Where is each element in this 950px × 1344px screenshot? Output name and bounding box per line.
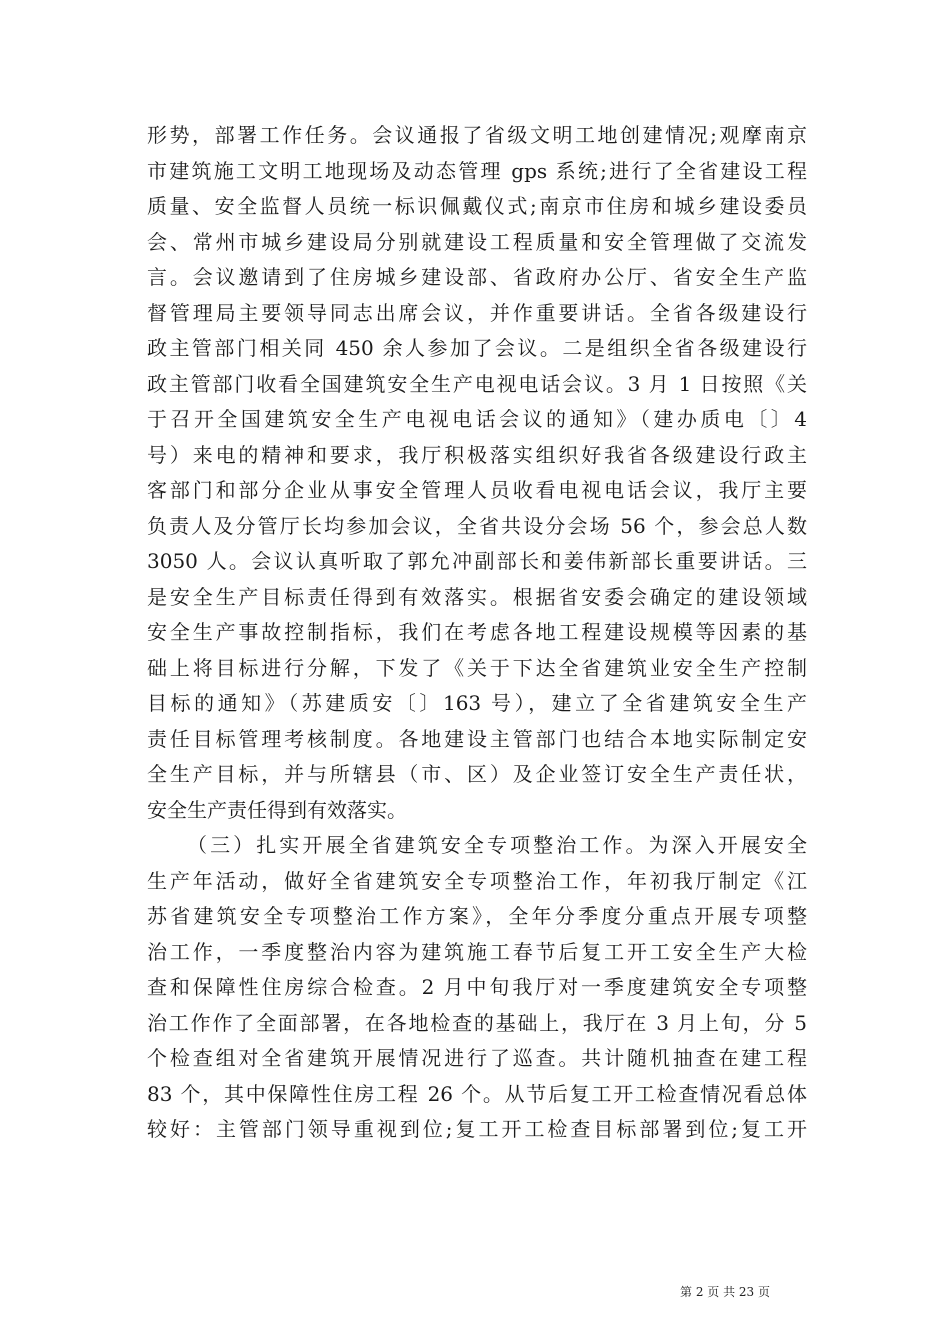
text-line: 础上将目标进行分解，下发了《关于下达全省建筑业安全生产控制 — [147, 655, 807, 680]
text-line: 苏省建筑安全专项整治工作方案》，全年分季度分重点开展专项整 — [147, 904, 807, 928]
page-footer — [0, 1283, 950, 1300]
text-line: 治工作，一季度整治内容为建筑施工春节后复工开工安全生产大检 — [147, 939, 807, 964]
section-heading-line: （三）扎实开展全省建筑安全专项整治工作。为深入开展安全 — [187, 833, 807, 857]
text-line: 质量、安全监督人员统一标识佩戴仪式;南京市住房和城乡建设委员 — [147, 194, 807, 218]
text-line: 全生产目标，并与所辖县（市、区）及企业签订安全生产责任状， — [147, 762, 807, 786]
text-line: 号）来电的精神和要求，我厅积极落实组织好我省各级建设行政主 — [147, 442, 807, 467]
text-line: 客部门和部分企业从事安全管理人员收看电视电话会议，我厅主要 — [147, 478, 807, 502]
text-line: 政主管部门收看全国建筑安全生产电视电话会议。3 月 1 日按照《关 — [147, 371, 807, 396]
text-line: 言。会议邀请到了住房城乡建设部、省政府办公厅、省安全生产监 — [147, 265, 807, 289]
text-line: 政主管部门相关同 450 余人参加了会议。二是组织全省各级建设行 — [147, 336, 807, 360]
text-line: 责任目标管理考核制度。各地建设主管部门也结合本地实际制定安 — [147, 726, 807, 751]
text-line: 目标的通知》（苏建质安〔〕163 号），建立了全省建筑安全生产 — [147, 691, 807, 715]
text-line: 治工作作了全面部署，在各地检查的基础上，我厅在 3 月上旬，分 5 — [147, 1010, 807, 1035]
text-line: 会、常州市城乡建设局分别就建设工程质量和安全管理做了交流发 — [147, 229, 807, 254]
text-line: 个检查组对全省建筑开展情况进行了巡查。共计随机抽查在建工程 — [147, 1046, 807, 1070]
paragraph-end-line: 安全生产责任得到有效落实。 — [147, 797, 407, 822]
text-line: 督管理局主要领导同志出席会议，并作重要讲话。全省各级建设行 — [147, 300, 807, 325]
text-line: 83 个，其中保障性住房工程 26 个。从节后复工开工检查情况看总体 — [147, 1081, 807, 1106]
text-line: 负责人及分管厅长均参加会议，全省共设分会场 56 个，参会总人数 — [147, 513, 807, 538]
body-text — [147, 118, 807, 1148]
text-line: 3050 人。会议认真听取了郭允冲副部长和姜伟新部长重要讲话。三 — [147, 549, 807, 573]
text-line: 形势，部署工作任务。会议通报了省级文明工地创建情况;观摩南京 — [147, 123, 807, 147]
text-line: 查和保障性住房综合检查。2 月中旬我厅对一季度建筑安全专项整 — [147, 975, 807, 999]
page-number: 第 2 页 共 23 页 — [680, 1285, 770, 1299]
text-line: 市建筑施工文明工地现场及动态管理 gps 系统;进行了全省建设工程 — [147, 158, 807, 183]
text-line: 安全生产事故控制指标，我们在考虑各地工程建设规模等因素的基 — [147, 620, 807, 644]
text-line: 是安全生产目标责任得到有效落实。根据省安委会确定的建设领域 — [147, 584, 807, 609]
text-line: 较好：主管部门领导重视到位;复工开工检查目标部署到位;复工开 — [147, 1117, 807, 1141]
text-line: 于召开全国建筑安全生产电视电话会议的通知》（建办质电〔〕4 — [147, 407, 807, 431]
text-line: 生产年活动，做好全省建筑安全专项整治工作，年初我厅制定《江 — [147, 868, 807, 893]
